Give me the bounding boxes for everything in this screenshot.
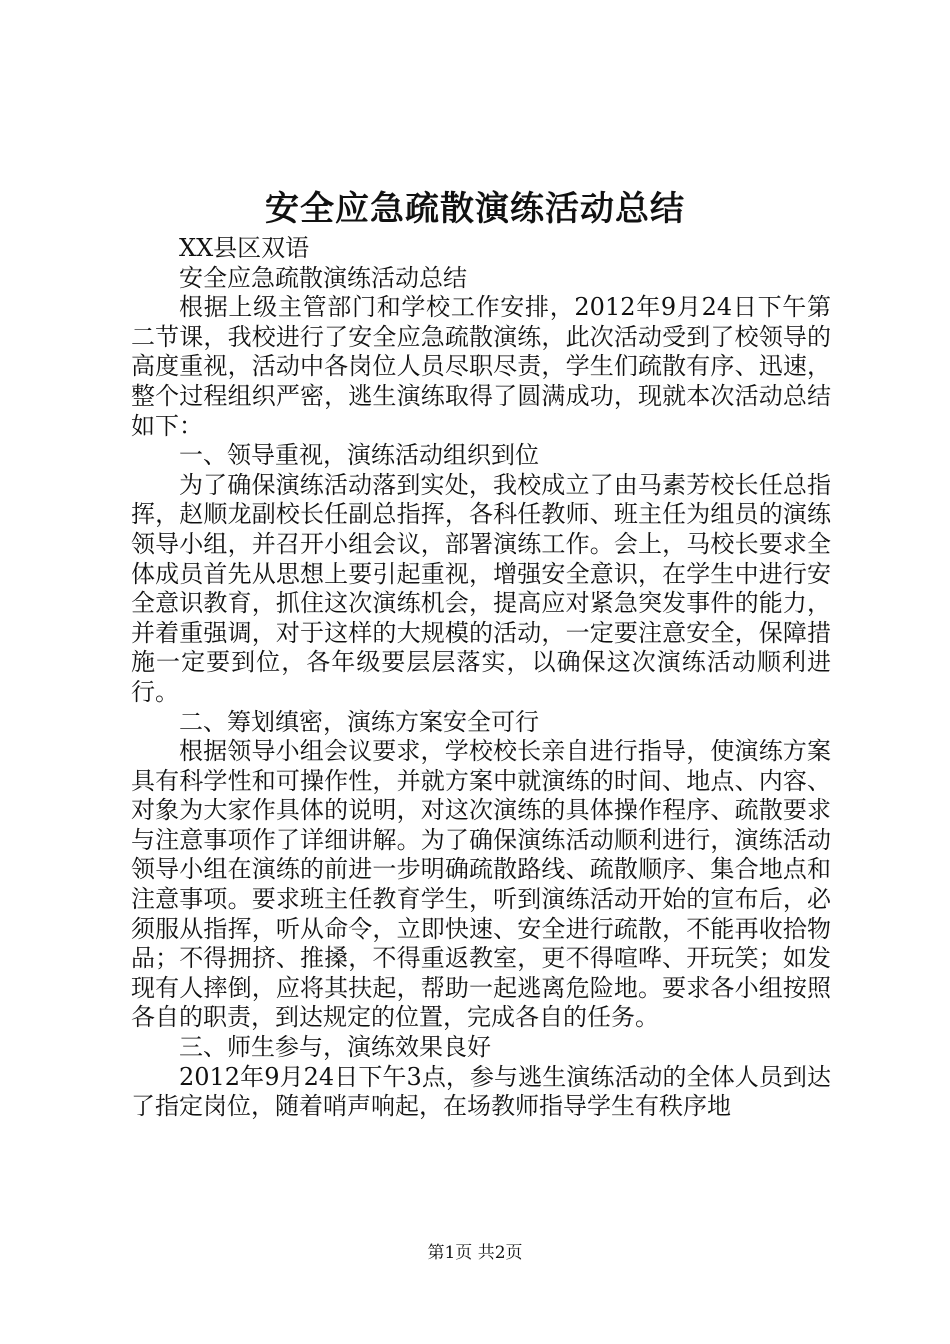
paragraph-school: XX县区双语 [179, 234, 310, 262]
section-heading-2: 二、筹划缜密，演练方案安全可行 [179, 707, 539, 736]
page-number-footer: 第1页 共2页 [427, 1243, 523, 1263]
paragraph-section-1: 为了确保演练活动落到实处，我校成立了由马素芳校长任总指挥，赵顺龙副校长任副总指挥，各科任教师、班主任为组员的演练领导小组，并召开小组会议，部署演练工作。会上，马校长要求全体成员首先从思想上要引起重视，增强安全意识，在学生中进行安全意识教育，抓住这次演练机会，提高应对紧急突发事件的能力，并着重强调，对于这样的大规模的活动，一定要注意安全，保障措施一定要到位，各年级要层层落实，以确保这次演练活动顺利进行。 [131, 470, 831, 706]
section-heading-3: 三、师生参与，演练效果良好 [179, 1033, 491, 1062]
paragraph-intro: 根据上级主管部门和学校工作安排，2012年9月24日下午第二节课，我校进行了安全应急疏散演练，此次活动受到了校领导的高度重视，活动中各岗位人员尽职尽责，学生们疏散有序、迅速，整个过程组织严密，逃生演练取得了圆满成功，现就本次活动总结如下： [131, 293, 831, 440]
document-title: 安全应急疏散演练活动总结 [265, 189, 685, 229]
section-heading-1: 一、领导重视，演练活动组织到位 [179, 441, 539, 470]
paragraph-section-2: 根据领导小组会议要求，学校校长亲自进行指导，使演练方案具有科学性和可操作性，并就方案中就演练的时间、地点、内容、对象为大家作具体的说明，对这次演练的具体操作程序、疏散要求与注意事项作了详细讲解。为了确保演练活动顺利进行，演练活动领导小组在演练的前进一步明确疏散路线、疏散顺序、集合地点和注意事项。要求班主任教育学生，听到演练活动开始的宣布后，必须服从指挥，听从命令，立即快速、安全进行疏散，不能再收拾物品；不得拥挤、推搡，不得重返教室，更不得喧哗、开玩笑；如发现有人摔倒，应将其扶起，帮助一起逃离危险地。要求各小组按照各自的职责，到达规定的位置，完成各自的任务。 [131, 737, 831, 1032]
paragraph-section-3: 2012年9月24日下午3点，参与逃生演练活动的全体人员到达了指定岗位，随着哨声响起，在场教师指导学生有秩序地 [131, 1062, 831, 1121]
paragraph-subtitle: 安全应急疏散演练活动总结 [179, 263, 467, 292]
document-body [131, 234, 831, 1122]
